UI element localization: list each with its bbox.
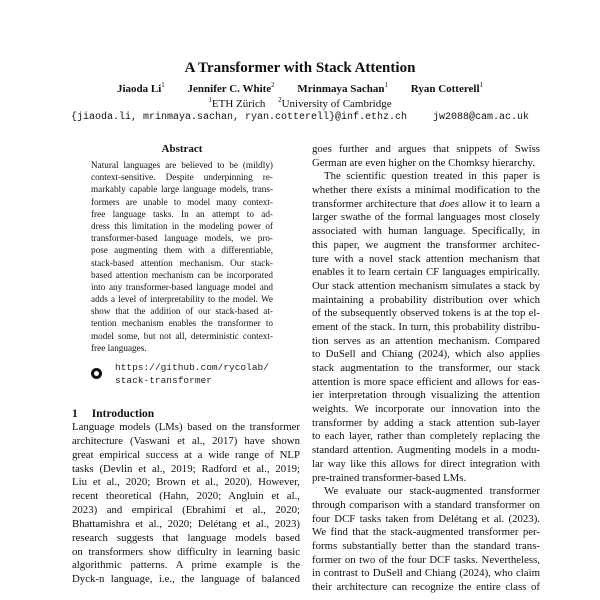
text-line: associated with human language. Specifically, in [312,225,540,238]
text-line: in contrast to DuSell and Chiang (2024), who claim [312,567,540,580]
right-column-body [312,143,540,595]
text-line: Our stack attention mechanism simulates a stack by [312,279,540,292]
text-line: tion serves as an attention mechanism. Compared [312,334,540,347]
text-line: We find that the stack-augmented transformer per- [312,526,540,539]
text-line: forms substantially better than the standard trans- [312,539,540,552]
affiliation: $^2$University of Cambridge [278,96,392,110]
author: Ryan Cotterell$^1$ [410,81,484,95]
text-line: to DuSell and Chiang (2024), which also applies [312,348,540,361]
text-line: Liu et al., 2020; Brown et al., 2020). However, [72,476,300,489]
text-line: transformer by adding a stack attention sub-layer [312,416,540,429]
text-line: to each layer, rather than completely replacing the [312,430,540,443]
text-line: whether there exists a minimal modification to the [312,184,540,197]
text-line: transformer architecture that does allow it to learn a [312,197,540,210]
text-line: pre-trained transformer-based LMs. [312,471,467,484]
text-line: their architecture can recognize the entire class of [312,581,540,593]
text-line: ture with a novel stack attention mechanism that [312,252,540,265]
text-line: weights. We incorporate our innovation into the [312,403,540,416]
text-line: free language tasks. In an attempt to ad- [91,208,273,219]
text-line: Language models (LMs) based on the transformer [72,421,300,433]
text-line: ement of the stack. In turn, this probability distribu- [312,320,540,333]
text-line: model some, but not all, deterministic context- [91,330,273,341]
github-url[interactable]: https://github.com/rycolab/ [115,362,269,373]
text-line: maintaining a probability distribution over which [312,293,540,306]
text-line: tention mechanism enables the transformer to [91,318,273,329]
paper-title: A Transformer with Stack Attention [184,60,416,76]
emails [0,112,600,123]
text-line: free languages. [91,342,147,353]
text-line: this paper, we augment the transformer architec- [312,238,540,251]
text-line: 2023) and empirical (Ebrahimi et al., 2020; [72,504,300,517]
text-line: lar way like this allows for direct integration with [312,457,540,470]
email: {jiaoda.li, mrinmaya.sachan, ryan.cotterell}@inf.ethz.ch [70,112,408,123]
text-line: formers are unable to model many context- [91,196,273,207]
text-line: pose augmenting them with a differentiable, [91,245,273,256]
text-line: great empirical success at a wide range of NLP [72,448,300,461]
text-line: ier interpretation through visualizing the attention [312,389,540,402]
text-line: algorithmic patterns. A prime example is the [72,559,300,572]
text-line: based attention mechanism can be incorporated [91,269,273,280]
text-line: transformer-based language models, we pro- [91,233,273,244]
text-line: tasks (Devlin et al., 2019; Radford et al., 2019; [72,462,300,475]
author: Jiaoda Li$^1$ [116,81,165,95]
affiliations [0,98,600,110]
text-line: Natural languages are believed to be (mildly) [91,160,273,170]
github-icon [91,368,102,379]
text-line: Dyck-n language, i.e., the language of balanced [72,573,300,586]
email: jw2088@cam.ac.uk [433,112,530,123]
author-list [0,83,600,95]
text-line: German are even higher on the Chomksy hierarchy. [312,156,535,169]
text-line: attention is more space efficient and allows for eas- [312,375,540,388]
text-line: standard attention. Augmenting models in a modu- [312,444,540,457]
text-line: through comparison with a standard transformer on [312,498,540,511]
abstract-body [91,159,273,354]
text-line: stack augmentation to the transformer, our stack [312,362,540,374]
text-line: former on two of the four DCF tasks. Nevertheless, [312,553,540,566]
text-line: show that the addition of our stack-based at- [91,306,273,317]
text-line: recent theoretical (Hahn, 2020; Angluin et al., [72,490,300,503]
author: Mrinmaya Sachan$^1$ [297,81,389,95]
text-line: We evaluate our stack-augmented transformer [324,485,540,498]
github-url[interactable]: stack-transformer [115,375,212,386]
text-line: stack-based attention mechanism. Our stack- [91,257,273,268]
section-heading: 1 Introduction [72,408,155,420]
text-line: enables it to learn certain CF languages empirically. [312,266,540,279]
text-line: markably capable large language models, trans- [91,184,273,195]
abstract-heading: Abstract [161,143,203,155]
text-line: architecture (Vaswani et al., 2017) have shown [72,434,300,447]
text-line: four DCF tasks taken from Delétang et al. (2023). [312,512,540,525]
text-line: context-sensitive. Despite underpinning re- [91,172,273,183]
author: Jennifer C. White$^2$ [187,81,275,95]
text-line: dress this limitation in the modeling power of [91,220,273,231]
affiliation: $^1$ETH Zürich [208,96,266,110]
text-line: adds a level of interpretability to the model. We [91,294,273,305]
text-line: research suggests that language models based [72,531,300,544]
text-line: of the subsequently observed tokens is at the top el- [312,307,540,320]
text-line: Bhattamishra et al., 2020; Delétang et al., 2023) [72,517,300,530]
text-line: on transformers show difficulty in learning basic [72,545,300,558]
text-line: into any transformer-based language model and [91,281,273,292]
text-line: goes further and argues that snippets of Swiss [312,143,540,155]
intro-body [72,421,300,587]
text-line: larger swathe of the formal languages most closely [312,211,540,224]
text-line: The scientific question treated in this paper is [324,170,540,183]
github-link[interactable] [91,361,291,387]
